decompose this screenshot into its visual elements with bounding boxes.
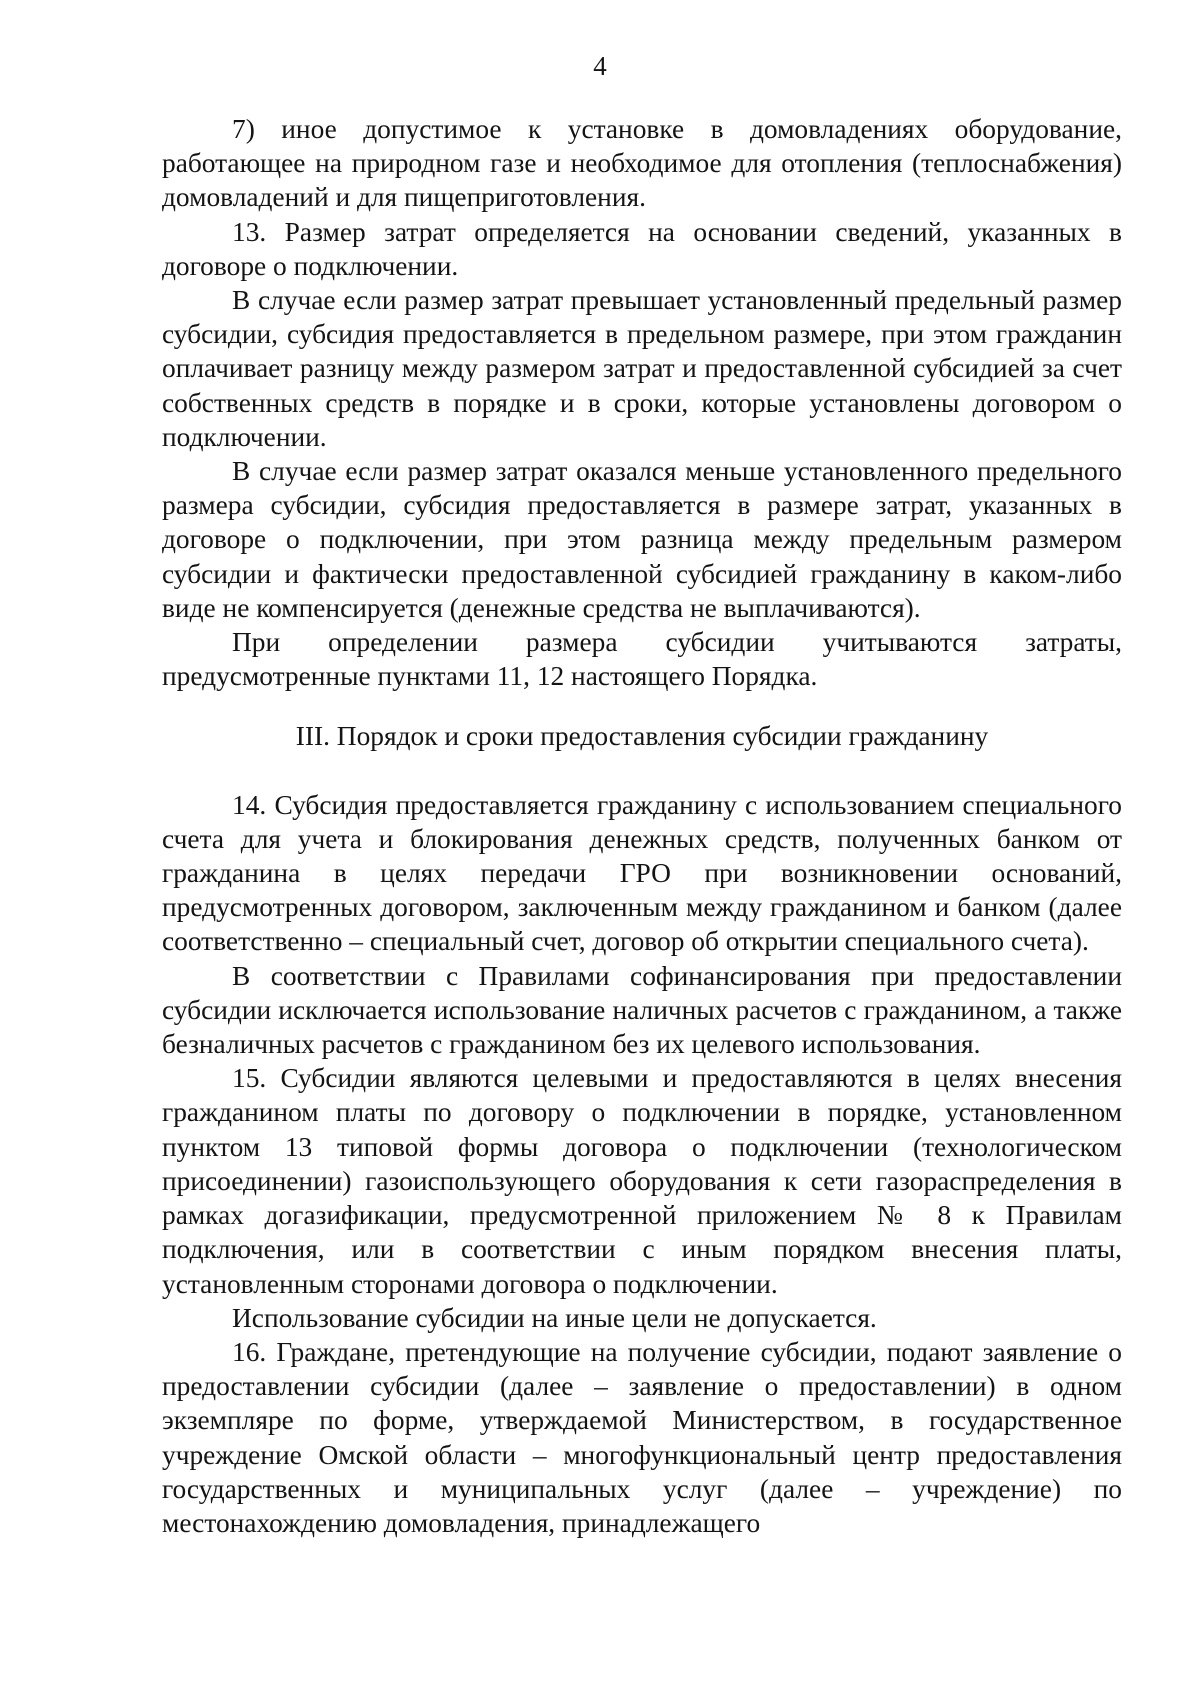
document-body [162, 112, 1122, 1540]
paragraph-cost-determination: При определении размера субсидии учитываются затраты, предусмотренные пунктами 11, 12 настоящего Порядка. [162, 627, 1122, 692]
paragraph-16: 16. Граждане, претендующие на получение субсидии, подают заявление о предоставлении субсидии (далее – заявление о предоставлении) в одном экземпляре по форме, утверждаемой Министерством, в государственное учреждение Омской области – многофункциональный центр предоставления государственных и муниципальных услуг (далее – учреждение) по местонахождению домовладения, принадлежащего [162, 1336, 1122, 1538]
paragraph-14: 14. Субсидия предоставляется гражданину с использованием специального счета для учета и блокирования денежных средств, полученных банком от гражданина в целях передачи ГРО при возникновении оснований, предусмотренных договором, заключенным между гражданином и банком (далее соответственно – специальный счет, договор об открытии специального счета). [162, 789, 1122, 957]
paragraph-13: 13. Размер затрат определяется на основании сведений, указанных в договоре о подключении. [162, 216, 1122, 281]
section-heading: III. Порядок и сроки предоставления субсидии гражданину [295, 721, 989, 752]
paragraph-cost-exceeds-limit: В случае если размер затрат превышает установленный предельный размер субсидии, субсидия предоставляется в предельном размере, при этом гражданин оплачивает разницу между размером затрат и предоставленной субсидией за счет собственных средств в порядке и в сроки, которые установлены договором о подключении. [162, 285, 1122, 452]
paragraph-15: 15. Субсидии являются целевыми и предоставляются в целях внесения гражданином платы по договору о подключении в порядке, установленном пунктом 13 типовой формы договора о подключении (технологическом присоединении) газоиспользующего оборудования к сети газораспределения в рамках догазификации, предусмотренной приложением № 8 к Правилам подключения, или в соответствии с иным порядком внесения платы, установленным сторонами договора о подключении. [162, 1063, 1122, 1299]
paragraph-other-use-prohibited: Использование субсидии на иные цели не допускается. [232, 1302, 877, 1333]
paragraph-cost-below-limit: В случае если размер затрат оказался меньше установленного предельного размера субсидии, субсидия предоставляется в размере затрат, указанных в договоре о подключении, при этом разница между предельным размером субсидии и фактически предоставленной субсидией гражданину в каком-либо виде не компенсируется (денежные средства не выплачиваются). [162, 456, 1122, 623]
paragraph-cofinancing-rules: В соответствии с Правилами софинансирования при предоставлении субсидии исключается использование наличных расчетов с гражданином, а также безналичных расчетов с гражданином без их целевого использования. [162, 960, 1122, 1060]
page-number: 4 [593, 51, 607, 81]
paragraph-item-7: 7) иное допустимое к установке в домовладениях оборудование, работающее на природном газе и необходимое для отопления (теплоснабжения) домовладений и для пищеприготовления. [162, 114, 1122, 213]
